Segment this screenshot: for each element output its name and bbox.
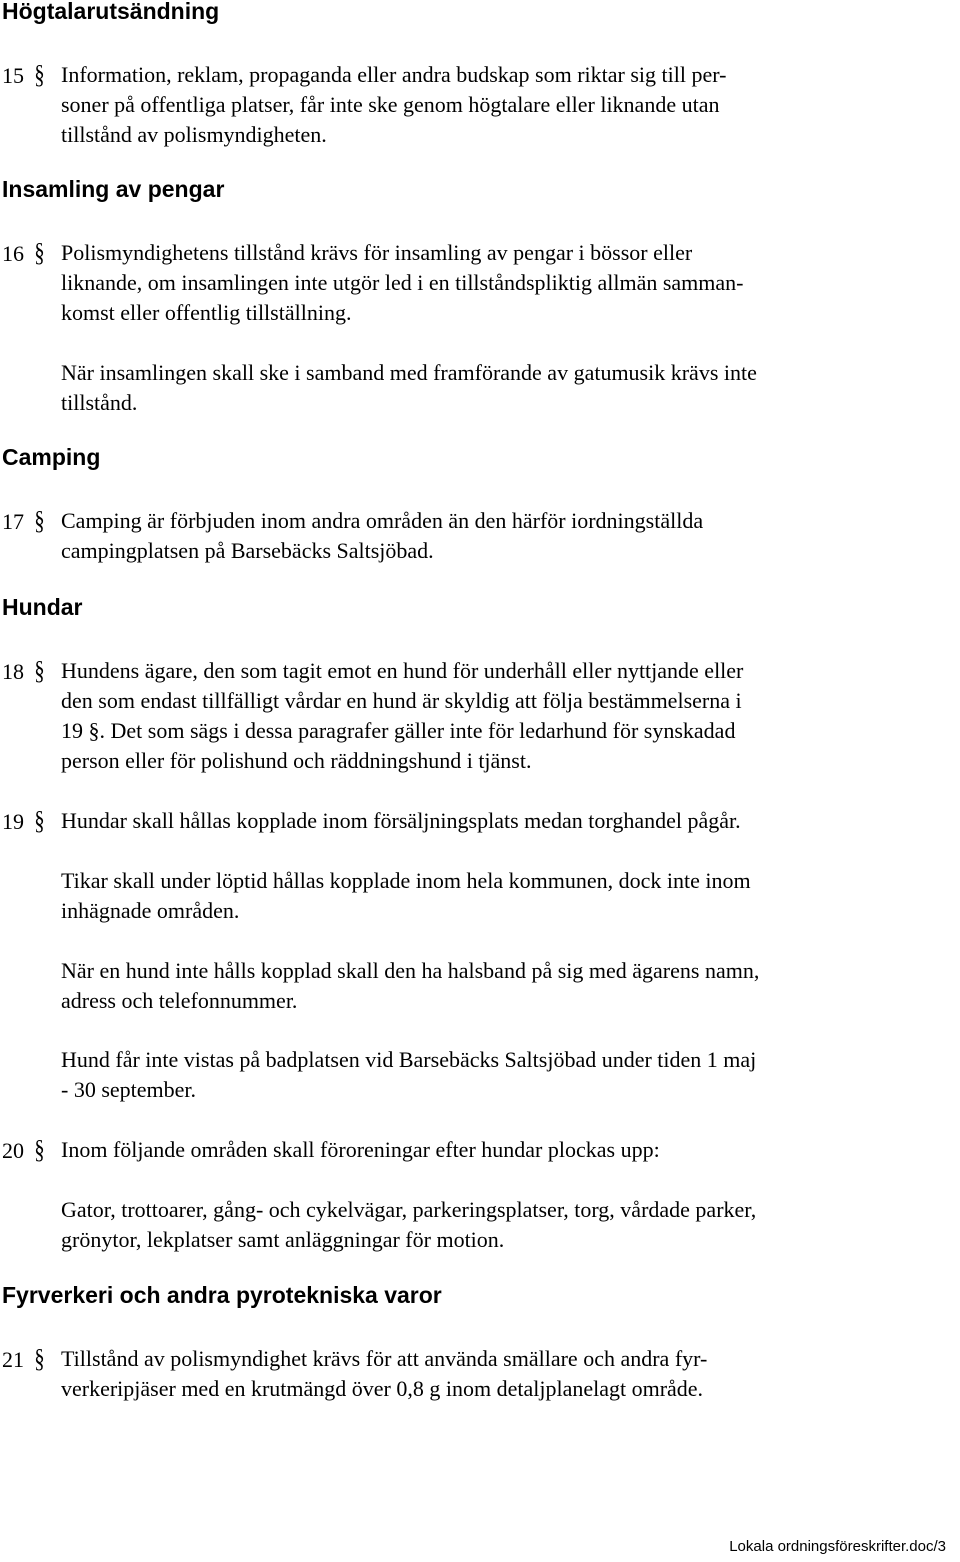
paragraph-line: den som endast tillfälligt vårdar en hund är skyldig att följa bestämmelserna i bbox=[61, 688, 742, 713]
section-symbol: § bbox=[34, 238, 45, 267]
numbered-paragraph bbox=[0, 1135, 960, 1165]
paragraph-line: När en hund inte hålls kopplad skall den ha halsband på sig med ägarens namn, bbox=[61, 958, 760, 983]
paragraph-line: Camping är förbjuden inom andra områden än den härför iordningställda bbox=[61, 508, 704, 533]
section-symbol: § bbox=[34, 60, 45, 89]
paragraph-line: liknande, om insamlingen inte utgör led i en tillståndspliktig allmän samman- bbox=[61, 270, 744, 295]
paragraph-line: - 30 september. bbox=[61, 1077, 197, 1102]
paragraph-line: tillstånd av polismyndigheten. bbox=[61, 122, 327, 147]
paragraph-line: Hundens ägare, den som tagit emot en hund för underhåll eller nyttjande eller bbox=[61, 658, 744, 683]
paragraph-line: verkeripjäser med en krutmängd över 0,8 g inom detaljplanelagt område. bbox=[61, 1376, 704, 1401]
paragraph bbox=[0, 956, 960, 1016]
paragraph-line: Polismyndighetens tillstånd krävs för insamling av pengar i bössor eller bbox=[61, 240, 693, 265]
numbered-paragraph bbox=[0, 60, 960, 150]
paragraph bbox=[0, 358, 960, 418]
section-heading: Insamling av pengar bbox=[2, 176, 225, 202]
paragraph-line: komst eller offentlig tillställning. bbox=[61, 300, 352, 325]
paragraph-number bbox=[2, 60, 46, 91]
numbered-paragraph bbox=[0, 656, 960, 776]
paragraph-line: tillstånd. bbox=[61, 390, 138, 415]
paragraph-line: Information, reklam, propaganda eller andra budskap som riktar sig till per- bbox=[61, 62, 727, 87]
paragraph bbox=[0, 1045, 960, 1105]
numbered-paragraph bbox=[0, 238, 960, 328]
page-footer: Lokala ordningsföreskrifter.doc/3 bbox=[729, 1538, 946, 1555]
section-symbol: § bbox=[34, 806, 45, 835]
paragraph-line: Inom följande områden skall föroreningar efter hundar plockas upp: bbox=[61, 1137, 660, 1162]
section-symbol: § bbox=[34, 506, 45, 535]
section-heading: Fyrverkeri och andra pyrotekniska varor bbox=[2, 1282, 442, 1308]
paragraph-line: grönytor, lekplatser samt anläggningar för motion. bbox=[61, 1227, 505, 1252]
paragraph-number-text: 15 bbox=[2, 63, 24, 88]
paragraph-number bbox=[2, 506, 46, 537]
paragraph-number bbox=[2, 806, 46, 837]
paragraph-line: adress och telefonnummer. bbox=[61, 988, 298, 1013]
paragraph-line: campingplatsen på Barsebäcks Saltsjöbad. bbox=[61, 538, 434, 563]
section-symbol: § bbox=[34, 1135, 45, 1164]
paragraph-line: 19 §. Det som sägs i dessa paragrafer gäller inte för ledarhund för synskadad bbox=[61, 718, 736, 743]
section-heading: Camping bbox=[2, 444, 101, 470]
paragraph-line: Tikar skall under löptid hållas kopplade inom hela kommunen, dock inte inom bbox=[61, 868, 751, 893]
paragraph-number-text: 20 bbox=[2, 1138, 24, 1163]
numbered-paragraph bbox=[0, 806, 960, 836]
paragraph-line: Gator, trottoarer, gång- och cykelvägar, parkeringsplatser, torg, vårdade parker, bbox=[61, 1197, 757, 1222]
paragraph-number bbox=[2, 238, 46, 269]
paragraph-number-text: 21 bbox=[2, 1347, 24, 1372]
paragraph-number-text: 16 bbox=[2, 241, 24, 266]
paragraph-line: Hundar skall hållas kopplade inom försäljningsplats medan torghandel pågår. bbox=[61, 808, 741, 833]
paragraph-number-text: 18 bbox=[2, 659, 24, 684]
paragraph-number-text: 17 bbox=[2, 509, 24, 534]
section-heading: Högtalarutsändning bbox=[2, 0, 220, 24]
numbered-paragraph bbox=[0, 506, 960, 566]
paragraph-line: Hund får inte vistas på badplatsen vid Barsebäcks Saltsjöbad under tiden 1 maj bbox=[61, 1047, 757, 1072]
paragraph-number bbox=[2, 1135, 46, 1166]
paragraph-line: Tillstånd av polismyndighet krävs för att använda smällare och andra fyr- bbox=[61, 1346, 708, 1371]
paragraph-line: När insamlingen skall ske i samband med framförande av gatumusik krävs inte bbox=[61, 360, 757, 385]
paragraph-line: inhägnade områden. bbox=[61, 898, 240, 923]
paragraph-line: soner på offentliga platser, får inte ske genom högtalare eller liknande utan bbox=[61, 92, 720, 117]
section-symbol: § bbox=[34, 1344, 45, 1373]
section-heading: Hundar bbox=[2, 594, 83, 620]
numbered-paragraph bbox=[0, 1344, 960, 1404]
paragraph-number bbox=[2, 656, 46, 687]
paragraph bbox=[0, 1195, 960, 1255]
paragraph bbox=[0, 866, 960, 926]
paragraph-number bbox=[2, 1344, 46, 1375]
paragraph-number-text: 19 bbox=[2, 809, 24, 834]
paragraph-line: person eller för polishund och räddningshund i tjänst. bbox=[61, 748, 532, 773]
section-symbol: § bbox=[34, 656, 45, 685]
